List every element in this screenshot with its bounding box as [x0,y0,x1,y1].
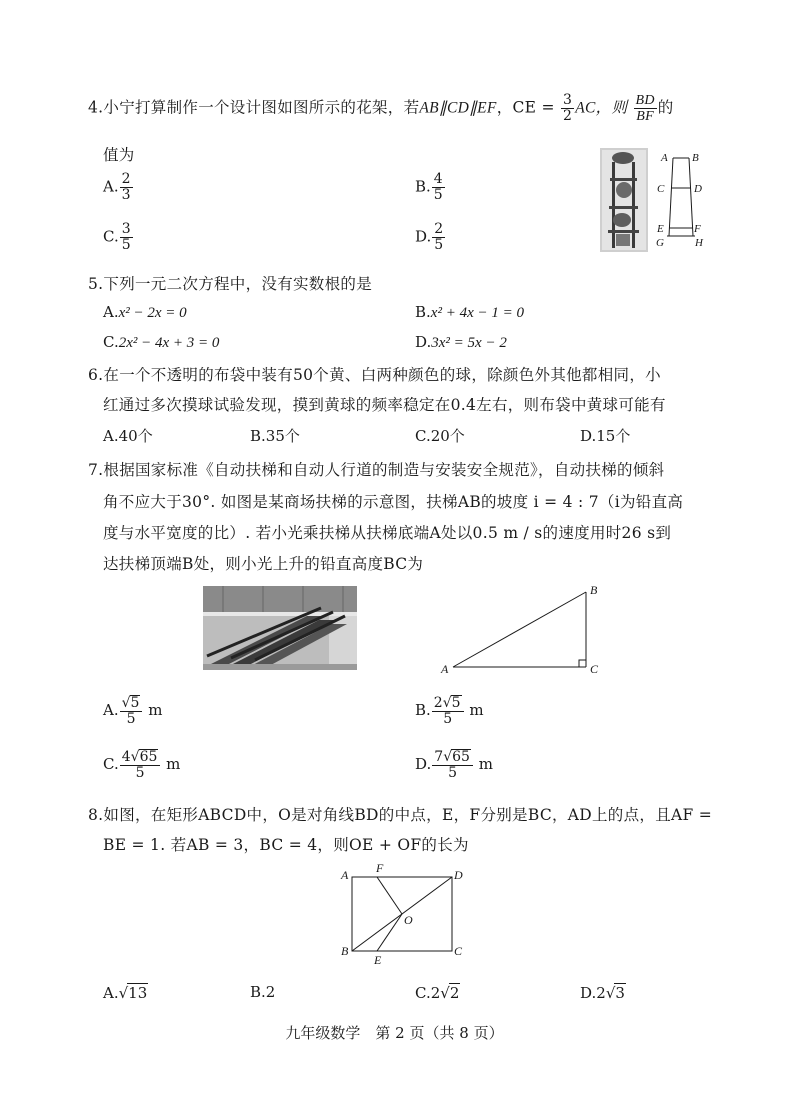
label-b: B [590,583,598,597]
q6-stem-line1: 6.在一个不透明的布袋中装有50个黄、白两种颜色的球，除颜色外其他都相同，小 [88,366,661,384]
q8-option-b[interactable]: B.2 [250,983,276,1001]
segment-of [377,877,402,914]
q8-option-a[interactable]: A.√13 [103,984,148,1002]
q5-option-a[interactable]: A.x² − 2x = 0 [103,303,187,321]
flower-stand-photo [600,148,648,252]
q6-option-a[interactable]: A.40个 [103,427,153,445]
label-d: D [454,868,463,882]
right-angle-mark [579,660,586,667]
q4-option-c[interactable]: C. $\frac{3}{5}$ [103,221,131,253]
q7-option-b[interactable]: B. $\frac{2√5}{5}$ m [415,695,484,727]
q8-stem-line1: 8.如图，在矩形ABCD中，O是对角线BD的中点，E，F分别是BC，AD上的点，且AF = [88,806,713,824]
q5-option-c[interactable]: C.2x² − 4x + 3 = 0 [103,333,220,351]
q8-option-d[interactable]: D.2√3 [580,984,625,1002]
label-e: E [374,953,382,967]
label-a: A [441,662,449,676]
q7-triangle-figure [436,580,606,680]
q4-figure-labels [656,152,704,249]
q7-stem-line2: 角不应大于30°. 如图是某商场扶梯的示意图，扶梯AB的坡度 i = 4 : 7（i为铅直高 [103,493,684,511]
side-ab [453,592,586,667]
q5-stem: 5.下列一元二次方程中，没有实数根的是 [88,275,372,293]
label-o: O [404,913,413,927]
q7-option-c[interactable]: C. $\frac{4√65}{5}$ m [103,749,181,781]
label-b: B [341,944,349,958]
q4-option-b[interactable]: B. $\frac{4}{5}$ [415,171,443,203]
q6-stem-line2: 红通过多次摸球试验发现，摸到黄球的频率稳定在0.4左右，则布袋中黄球可能有 [103,396,666,414]
label-a: A [341,868,349,882]
q7-option-d[interactable]: D. $\frac{7√65}{5}$ m [415,749,493,781]
label-b: B [692,152,699,164]
q5-option-b[interactable]: B.x² + 4x − 1 = 0 [415,303,524,321]
q4-figure [600,148,712,252]
q7-option-a[interactable]: A. $\frac{√5}{5}$ m [103,695,163,727]
q8-stem-line2: BE = 1. 若AB = 3，BC = 4，则OE + OF的长为 [103,836,469,854]
q4-stem-cont: 值为 [103,146,135,164]
escalator-photo [203,586,357,670]
label-c: C [590,662,599,676]
q5-option-d[interactable]: D.3x² = 5x − 2 [415,333,507,351]
q7-stem-line4: 达扶梯顶端B处，则小光上升的铅直高度BC为 [103,555,424,573]
page-footer: 九年级数学 第 2 页（共 8 页） [285,1024,504,1042]
label-e: E [657,223,664,235]
q6-option-d[interactable]: D.15个 [580,427,631,445]
q8-option-c[interactable]: C.2√2 [415,984,460,1002]
q4-option-d[interactable]: D. $\frac{2}{5}$ [415,221,444,253]
q4-option-a[interactable]: A. $\frac{2}{3}$ [103,171,131,203]
segment-oe [377,914,402,951]
label-g: G [656,237,664,249]
label-c: C [657,183,665,195]
q7-stem-line3: 度与水平宽度的比）. 若小光乘扶梯从扶梯底端A处以0.5 m / s的速度用时26 s到 [103,524,672,542]
label-h: H [695,237,703,249]
label-c: C [454,944,463,958]
label-f: F [376,861,384,875]
label-a: A [661,152,668,164]
label-d: D [694,183,702,195]
label-f: F [694,223,701,235]
q4-stem: 4.小宁打算制作一个设计图如图所示的花架，若AB∥CD∥EF，CE = $\frac{3}{2}$ AC，则 $\frac{BD}{BF}$ 的 [88,92,674,124]
q8-rectangle-figure [336,858,476,968]
q6-option-c[interactable]: C.20个 [415,427,465,445]
q6-option-b[interactable]: B.35个 [250,427,300,445]
q7-stem-line1: 7.根据国家标准《自动扶梯和自动人行道的制造与安装安全规范》，自动扶梯的倾斜 [88,461,665,479]
flower-stand-schematic [667,158,695,236]
